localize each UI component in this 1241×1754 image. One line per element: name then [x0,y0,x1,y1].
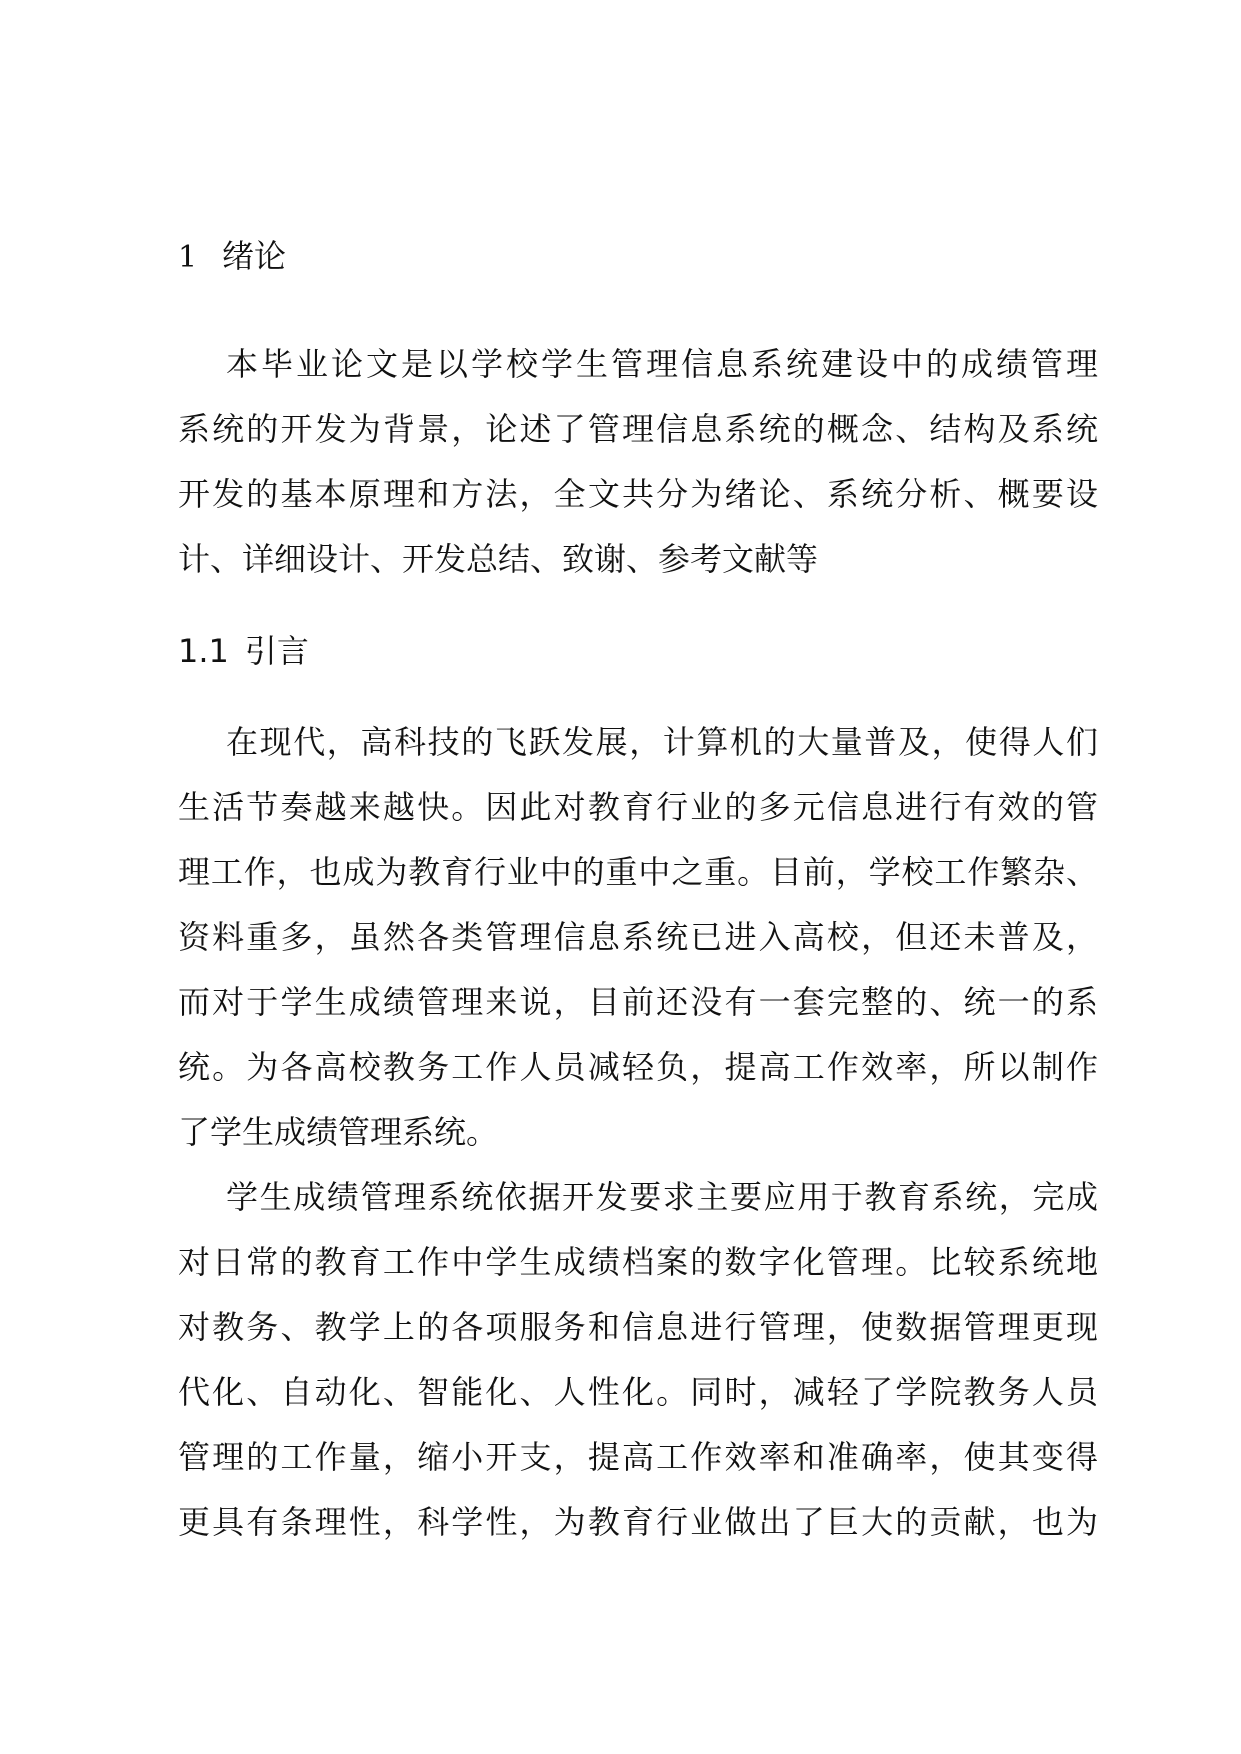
text-line: 了学生成绩管理系统。 [178,1113,499,1151]
text-line: 对日常的教育工作中学生成绩档案的数字化管理。比较系统地 [178,1243,1098,1281]
paragraph-introduction [178,710,1098,1165]
section-title: 绪论 [222,237,287,275]
text-line: 在现代，高科技的飞跃发展，计算机的大量普及，使得人们 [226,723,1098,761]
text-line: 生活节奏越来越快。因此对教育行业的多元信息进行有效的管 [178,788,1098,826]
subsection-number: 1.1 [178,632,229,670]
text-line: 管理的工作量，缩小开支，提高工作效率和准确率，使其变得 [178,1438,1098,1476]
text-line: 对教务、教学上的各项服务和信息进行管理，使数据管理更现 [178,1308,1098,1346]
text-line: 开发的基本原理和方法，全文共分为绪论、系统分析、概要设 [178,475,1098,513]
subsection-title: 引言 [244,632,309,670]
paragraph-abstract [178,332,1098,592]
text-line: 本毕业论文是以学校学生管理信息系统建设中的成绩管理 [226,345,1098,383]
text-line: 代化、自动化、智能化、人性化。同时，减轻了学院教务人员 [178,1373,1098,1411]
text-line: 统。为各高校教务工作人员减轻负，提高工作效率，所以制作 [178,1048,1098,1086]
text-line: 资料重多，虽然各类管理信息系统已进入高校，但还未普及， [178,918,1098,956]
text-line: 学生成绩管理系统依据开发要求主要应用于教育系统，完成 [226,1178,1098,1216]
text-line: 计、详细设计、开发总结、致谢、参考文献等 [178,540,819,578]
section-number: 1 [178,240,198,275]
text-line: 理工作，也成为教育行业中的重中之重。目前，学校工作繁杂、 [178,853,1098,891]
section-heading-1-1 [178,627,309,675]
paragraph-system-overview [178,1165,1098,1555]
text-line: 系统的开发为背景，论述了管理信息系统的概念、结构及系统 [178,410,1098,448]
text-line: 更具有条理性，科学性，为教育行业做出了巨大的贡献，也为 [178,1503,1098,1541]
section-heading-1 [178,232,286,282]
text-line: 而对于学生成绩管理来说，目前还没有一套完整的、统一的系 [178,983,1098,1021]
